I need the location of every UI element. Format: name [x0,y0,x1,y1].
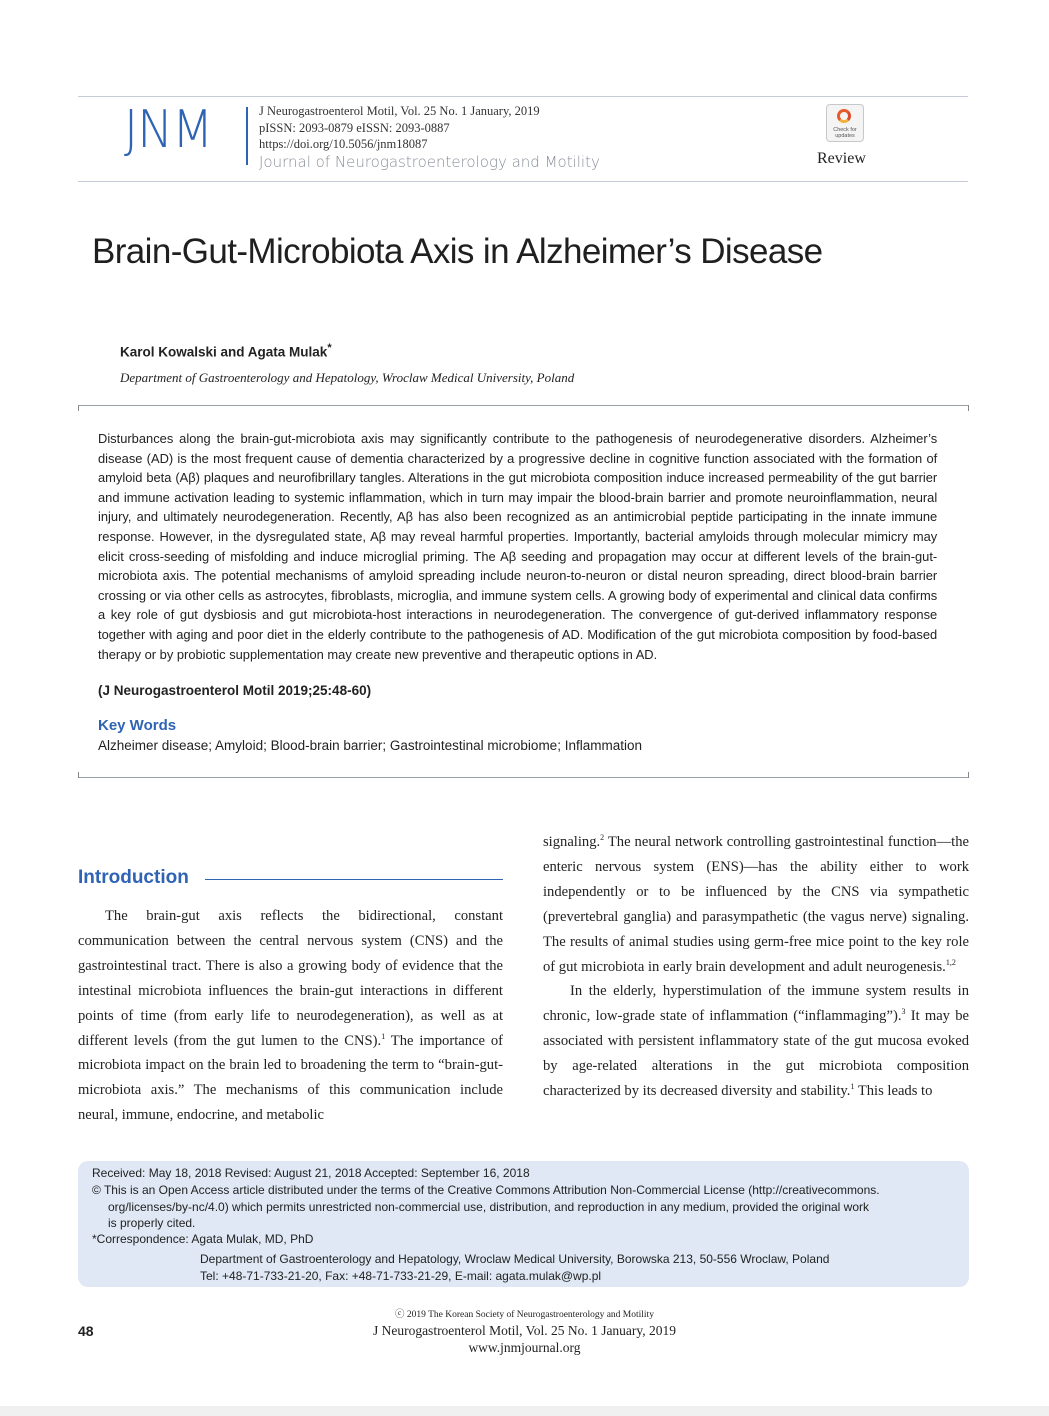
body-paragraph [543,830,969,979]
check-updates-icon [826,104,864,142]
journal-full-name: Journal of Neurogastroenterology and Motility [259,153,600,171]
footer-copyright: ⓒ 2019 The Korean Society of Neurogastroenterology and Motility [395,1310,654,1320]
keywords-list: Alzheimer disease; Amyloid; Blood-brain barrier; Gastrointestinal microbiome; Inflammation [98,738,642,753]
section-heading-introduction: Introduction [78,867,189,888]
body-text: It may be associated with persistent inflammatory state of the gut mucosa evoked by age-related alterations in the gut microbiota composition characterized by its decreased diversity and stability. [543,1008,969,1100]
correspondence-contact[interactable]: Tel: +48-71-733-21-20, Fax: +48-71-733-21-29, E-mail: agata.mulak@wp.pl [200,1269,602,1283]
footer-journal: J Neurogastroenterol Motil, Vol. 25 No. 1 January, 2019 [372,1323,677,1338]
page-bottom-strip [0,1406,1049,1416]
abstract-citation: (J Neurogastroenterol Motil 2019;25:48-60) [98,683,372,698]
abstract-top-rule [78,405,968,406]
header-top-rule [78,96,968,97]
doi-link[interactable]: https://doi.org/10.5056/jnm18087 [259,137,428,151]
keywords-heading: Key Words [98,717,177,734]
author-names: Karol Kowalski and Agata Mulak [120,344,328,360]
author-list [120,342,332,360]
body-column-right [543,830,969,1104]
reference-mark[interactable]: 1,2 [945,957,956,967]
check-updates-text: Check for updates [833,127,857,139]
reference-mark[interactable]: 2 [600,833,605,843]
journal-logo: JNM [124,100,213,160]
body-text: The brain-gut axis reflects the bidirectional, constant communication between the central nervous system (CNS) and the gastrointestinal tract. There is also a growing body of evidence that the intestinal microbiota influences the brain-gut interactions in different points of time (from early life to neurodegeneration), as well as at different levels (from the gut lumen to the CNS). [78,908,503,1049]
footer-website[interactable]: www.jnmjournal.org [468,1340,581,1355]
article-title: Brain-Gut-Microbiota Axis in Alzheimer’s Disease [92,232,823,271]
abstract-corner-tr [968,405,969,411]
reference-mark[interactable]: 3 [901,1007,906,1017]
abstract-corner-tl [78,405,79,411]
abstract-corner-bl [78,772,79,778]
body-paragraph [78,904,503,1128]
abstract-text: Disturbances along the brain-gut-microbiota axis may significantly contribute to the pathogenesis of neurodegenerative disorders. Alzheimer’s disease (AD) is the most frequent cause of dementia characterized by a progressive decline in cognitive function associated with the formation of amyloid beta (Aβ) plaques and neurofibrillary tangles. Alterations in the gut microbiota composition induce increased permeability of the gut barrier and immune activation leading to systemic inflammation, which in turn may impair the blood-brain barrier and promote neuroinflammation, neural injury, and ultimately neurodegeneration. Recently, Aβ has also been recognized as an antimicrobial peptide participating in the innate immune response. However, in the dysregulated state, Aβ may reveal harmful properties. Importantly, bacterial amyloids through molecular mimicry may elicit cross-seeding of misfolding and induce microglial priming. The Aβ seeding and propagation may occur at different levels of the brain-gut-microbiota axis. The potential mechanisms of amyloid spreading include neuron-to-neuron or distal neuron spreading, direct blood-brain barrier crossing or via other cells as astrocytes, fibroblasts, microglia, and immune system cells. A growing body of experimental and clinical data confirms a key role of gut dysbiosis and gut microbiota-host interactions in neurodegeneration. The convergence of gut-derived inflammatory response together with aging and poor diet in the elderly contribute to the pathogenesis of AD. Modification of the gut microbiota composition by food-based therapy or by probiotic supplementation may create new preventive and therapeutic options in AD. [98,431,938,662]
author-affiliation: Department of Gastroenterology and Hepatology, Wroclaw Medical University, Poland [120,370,575,385]
page-number: 48 [78,1323,94,1339]
correspondence-address: Department of Gastroenterology and Hepatology, Wroclaw Medical University, Borowska 213, 50-556 Wroclaw, Poland [200,1252,830,1266]
license-line-3: is properly cited. [108,1216,196,1230]
body-column-left [78,904,503,1128]
abstract-corner-br [968,772,969,778]
license-line-1: © This is an Open Access article distributed under the terms of the Creative Commons Attribution Non-Commercial License (http://creativecommons. [92,1183,880,1197]
corresponding-author-mark: * [327,342,332,354]
section-heading-rule [205,879,503,880]
body-paragraph [543,979,969,1104]
body-text: The importance of microbiota impact on the brain led to broadening the term to “brain-gut-microbiota axis.” The mechanisms of this communication include neural, immune, endocrine, and metabolic [78,1032,504,1124]
reference-mark[interactable]: 1 [850,1082,855,1092]
body-text: The neural network controlling gastrointestinal function—the enteric nervous system (ENS)—has the ability either to work independently or to be influenced by the CNS via sympathetic (prevertebral ganglia) and parasympathetic (the vagus nerve) signaling. The results of animal studies using germ-free mice point to the key role of gut microbiota in early brain development and adult neurogenesis. [543,834,969,975]
correspondence-line: *Correspondence: Agata Mulak, MD, PhD [92,1232,314,1246]
article-type-label: Review [817,150,866,167]
abstract-bottom-rule [78,777,968,778]
journal-volume-line: J Neurogastroenterol Motil, Vol. 25 No. 1 January, 2019 [259,104,540,118]
body-text: In the elderly, hyperstimulation of the immune system results in chronic, low-grade state of inflammation (“inflammaging”). [543,983,969,1025]
header-bottom-rule [78,181,968,182]
logo-divider [246,107,248,165]
body-text: signaling. [543,834,601,850]
check-for-updates-badge[interactable] [822,104,866,144]
article-dates: Received: May 18, 2018 Revised: August 21, 2018 Accepted: September 16, 2018 [92,1166,530,1180]
body-text: This leads to [854,1083,933,1100]
issn-line: pISSN: 2093-0879 eISSN: 2093-0887 [259,121,450,135]
reference-mark[interactable]: 1 [381,1031,386,1041]
license-line-2: org/licenses/by-nc/4.0) which permits unrestricted non-commercial use, distribution, and reproduction in any medium, provided the original work [108,1200,870,1214]
